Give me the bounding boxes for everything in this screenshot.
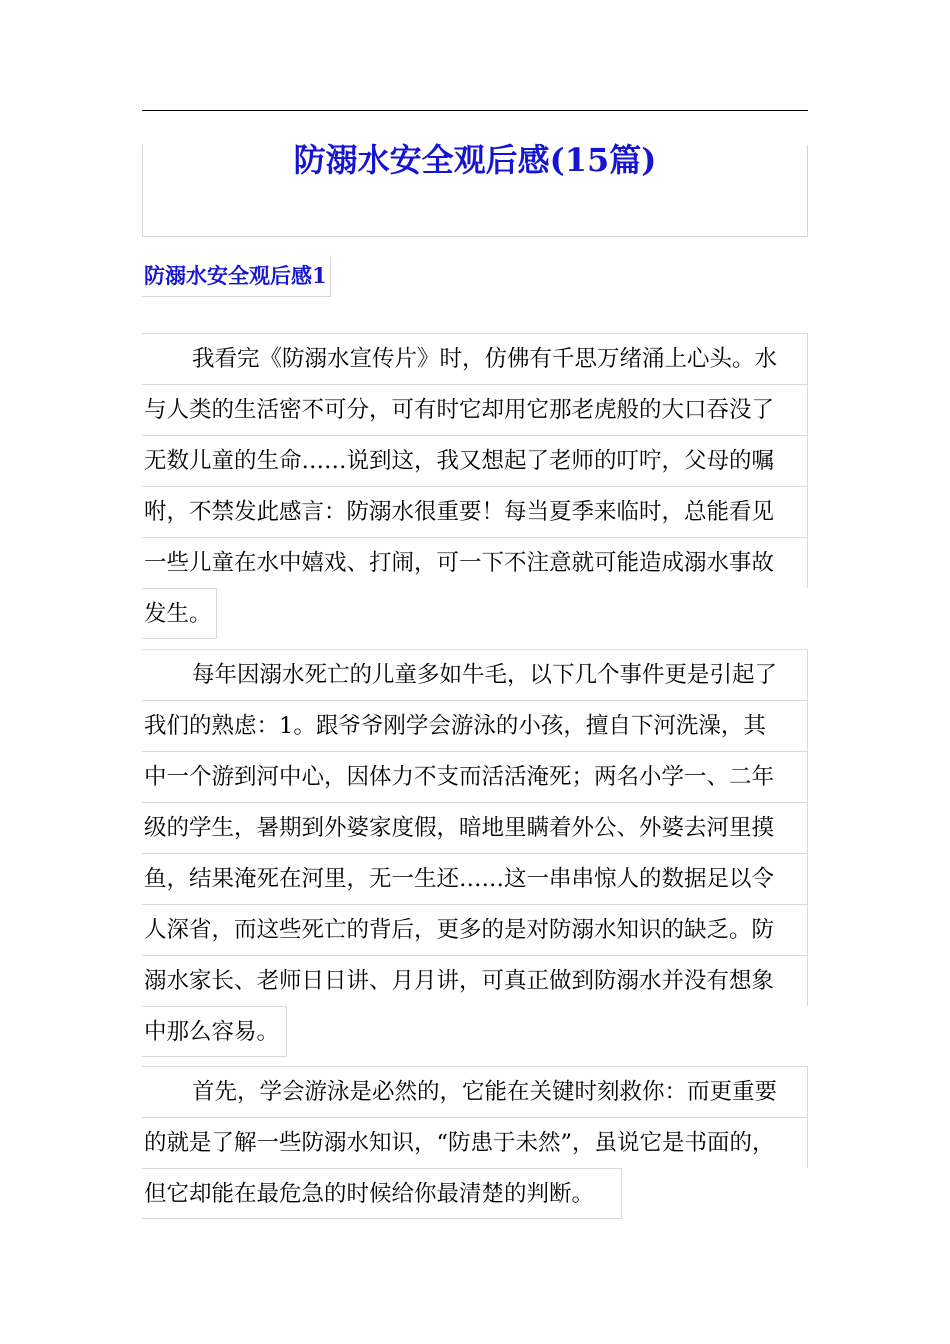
paragraph-line xyxy=(142,537,808,588)
line-text: 我看完《防溺水宣传片》时，仿佛有千思万绪涌上心头。水 xyxy=(192,346,778,372)
paragraph-line xyxy=(142,435,808,486)
line-text: 首先，学会游泳是必然的，它能在关键时刻救你：而更重要 xyxy=(192,1079,778,1105)
paragraph-line xyxy=(142,1066,808,1117)
line-text: 咐，不禁发此感言：防溺水很重要！每当夏季来临时，总能看见 xyxy=(144,499,775,525)
line-text: 每年因溺水死亡的儿童多如牛毛，以下几个事件更是引起了 xyxy=(192,662,778,688)
line-text: 与人类的生活密不可分，可有时它却用它那老虎般的大口吞没了 xyxy=(144,397,775,423)
line-text: 我们的熟虑：1。跟爷爷刚学会游泳的小孩，擅自下河洗澡，其 xyxy=(144,713,766,739)
line-text: 鱼，结果淹死在河里，无一生还……这一串串惊人的数据足以令 xyxy=(144,866,775,892)
line-text: 溺水家长、老师日日讲、月月讲，可真正做到防溺水并没有想象 xyxy=(144,968,775,994)
paragraph-line xyxy=(142,384,808,435)
paragraph-2 xyxy=(142,649,822,1057)
line-text: 人深省，而这些死亡的背后，更多的是对防溺水知识的缺乏。防 xyxy=(144,917,775,943)
header-rule xyxy=(142,110,808,111)
paragraph-line xyxy=(142,333,808,384)
paragraph-line xyxy=(142,904,808,955)
paragraph-line xyxy=(142,751,808,802)
line-text: 中一个游到河中心，因体力不支而活活淹死；两名小学一、二年 xyxy=(144,764,775,790)
paragraph-line xyxy=(142,1006,287,1057)
paragraph-line xyxy=(142,853,808,904)
line-text: 发生。 xyxy=(144,601,212,627)
line-text: 但它却能在最危急的时候给你最清楚的判断。 xyxy=(144,1181,595,1207)
document-title: 防溺水安全观后感(15篇) xyxy=(293,141,657,179)
paragraph-line xyxy=(142,1168,622,1219)
section-heading: 防溺水安全观后感1 xyxy=(142,257,331,297)
line-text: 中那么容易。 xyxy=(144,1019,280,1045)
paragraph-3 xyxy=(142,1066,822,1219)
paragraph-line xyxy=(142,700,808,751)
paragraph-line xyxy=(142,486,808,537)
paragraph-1 xyxy=(142,333,822,639)
paragraph-line xyxy=(142,955,808,1006)
line-text: 级的学生，暑期到外婆家度假，暗地里瞒着外公、外婆去河里摸 xyxy=(144,815,775,841)
paragraph-line xyxy=(142,802,808,853)
line-text: 的就是了解一些防溺水知识，“防患于未然”，虽说它是书面的， xyxy=(144,1130,775,1156)
paragraph-line xyxy=(142,1117,808,1168)
line-text: 无数儿童的生命……说到这，我又想起了老师的叮咛，父母的嘱 xyxy=(144,448,775,474)
line-text: 一些儿童在水中嬉戏、打闹，可一下不注意就可能造成溺水事故 xyxy=(144,550,775,576)
paragraph-line xyxy=(142,588,217,639)
paragraph-line xyxy=(142,649,808,700)
